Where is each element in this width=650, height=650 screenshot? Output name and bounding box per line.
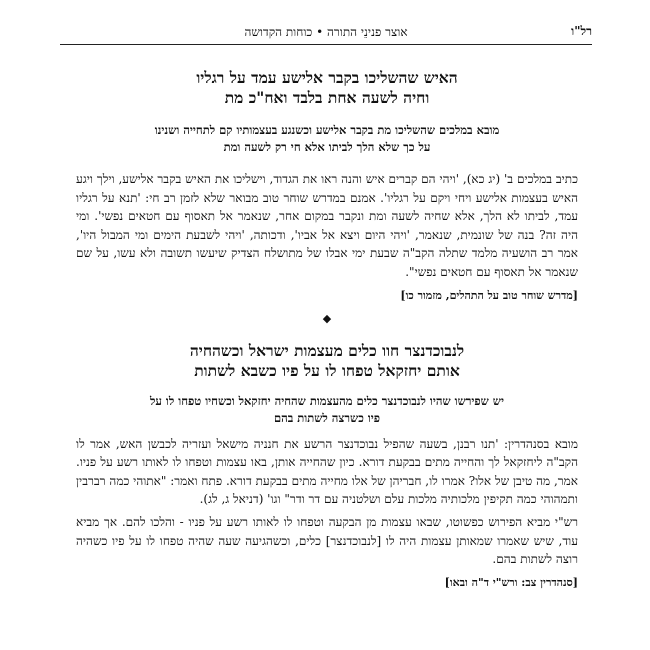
page-header	[60, 22, 592, 45]
section-title-line: לנבוכדנצר חוו כלים מעצמות ישראל וכשהחיה	[189, 340, 465, 360]
body-paragraph: מובא בסנהדרין: 'תנו רבנן, בשעה שהפיל נבוכדנצר הרשע את חנניה מישאל ועזריה לכבשן האש, אמר לו הקב"ה ליחזקאל לך והחייה מתים בבקעת דורא. כיון שהחייה אותן, באו עצמות וטפחו לו לאותו רשע על פניו. אמר, מה טיבן של אלו? אמרו לו, חבריהן של אלו מחייה מתים בבקעת דורא. פתח ואמר: "אתוהי כמה רברבין ותמהוהי כמה תקיפין מלכותיה מלכות עלם ושלטניה עם דר ודר" וגו' (דניאל ג, לג).	[76, 436, 578, 507]
section-title	[76, 68, 578, 108]
section-subtitle-line: מובא במלכים שהשליכו מת בקבר אלישע וכשנגע בעצמותיו קם לתחייה ושנינו	[154, 123, 500, 137]
page-content	[76, 68, 578, 591]
section-nebuchadnezzar-vessels	[76, 341, 578, 591]
source-citation: [סנהדרין צב: ורש"י ד"ה ובאו]	[444, 575, 578, 589]
section-subtitle	[86, 122, 568, 156]
section-title	[76, 341, 578, 381]
page-number: רל"ו	[571, 24, 592, 38]
section-subtitle	[86, 393, 568, 427]
source-citation: [מדרש שוחר טוב על התהלים, מזמור כו]	[400, 288, 578, 302]
section-resurrected-man	[76, 68, 578, 304]
section-title-line: וחיה לשעה אחת בלבד ואח"כ מת	[224, 88, 430, 107]
body-paragraph: רש"י מביא הפירוש כפשוטו, שבאו עצמות מן הבקעה וטפחו לו לאותו רשע על פניו - והלכו להם. אך מביא עוד, שיש שאמרו שמאותן עצמות היה לו [לנבוכדנצר] כלים, וכשהגיעה שעה שהיה טפחו לו על פיו כשהיה רוצה לשתות בהם.	[76, 514, 578, 567]
section-subtitle-line: יש שפירשו שהיו לנבוכדנצר כלים מהעצמות שהחיה יחזקאל וכשחיו טפחו לו על	[150, 393, 504, 408]
section-subtitle-line: על כך שלא הלך לביתו אלא חי רק לשעה ומת	[223, 140, 431, 154]
section-title-line: האיש שהשליכו בקבר אלישע עמד על רגליו	[196, 68, 458, 87]
body-paragraph: כתיב במלכים ב' (יג כא), 'ויהי הם קברים איש והנה ראו את הגדוד, וישליכו את האיש בקבר אלישע, וילך ויגע האיש בעצמות אלישע ויחי ויקם על רגליו'. אמנם במדרש שוחר טוב מבואר שלא לזמן רב חי: 'תנא על רגליו עמד, לביתו לא הלך, אלא שחיה לשעה ומת ונקבר במקום אחר, שנאמר אל תאסוף עם חטאים נפשי'. ומי היה זה? בנה של שונמית, שנאמר, 'ויהי היום ויצא אל אביו', ודכותה, 'ויהי לשבעת הימים ומי המבול היו', אמר רב הושעיה מלמד שתלה הקב"ה שבעת ימי אבלו של מתושלח הצדיק שיעשו תשובה ולא עשו, על שם שנאמר אל תאסוף עם חטאים נפשי".	[76, 172, 578, 279]
section-title-line: אותם יחזקאל טפחו לו על פיו כשבא לשתות	[194, 360, 460, 380]
section-subtitle-line: פיו כשרצה לשתות בהם	[273, 410, 381, 425]
diamond-divider: ◆	[322, 311, 332, 325]
running-title: אוצר פנינֵי התורה • כוחות הקדושה	[244, 25, 408, 39]
